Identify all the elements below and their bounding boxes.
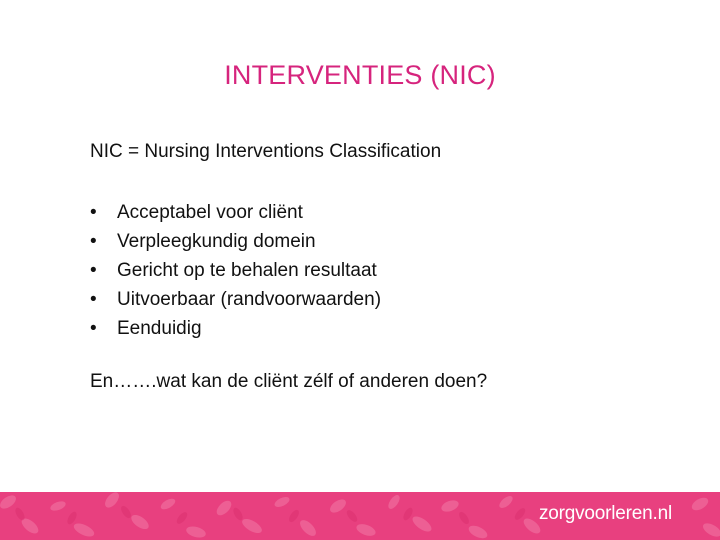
list-item-text: Eenduidig	[117, 318, 202, 339]
list-item-text: Verpleegkundig domein	[117, 231, 316, 252]
criteria-list	[90, 198, 381, 343]
bullet-icon: •	[90, 231, 97, 252]
closing-text: wat kan de cliënt zélf of anderen doen?	[156, 371, 488, 392]
closing-question	[90, 371, 487, 393]
definition-term: NIC =	[90, 141, 140, 162]
definition-expansion: Nursing Interventions Classification	[144, 141, 442, 162]
slide-title: INTERVENTIES (NIC)	[224, 60, 496, 90]
bullet-icon: •	[90, 202, 97, 223]
brand-logo: zorgvoorleren.nl	[538, 503, 672, 524]
list-item	[90, 285, 381, 314]
list-item-text: Acceptabel voor cliënt	[117, 202, 303, 223]
list-item	[90, 314, 381, 343]
list-item	[90, 256, 381, 285]
bullet-icon: •	[90, 289, 97, 310]
bullet-icon: •	[90, 260, 97, 281]
list-item-text: Uitvoerbaar (randvoorwaarden)	[117, 289, 382, 310]
bullet-icon: •	[90, 318, 97, 339]
list-item	[90, 227, 381, 256]
list-item	[90, 198, 381, 227]
list-item-text: Gericht op te behalen resultaat	[117, 260, 377, 281]
definition-line	[90, 141, 441, 163]
closing-lead: En…….	[90, 371, 157, 392]
